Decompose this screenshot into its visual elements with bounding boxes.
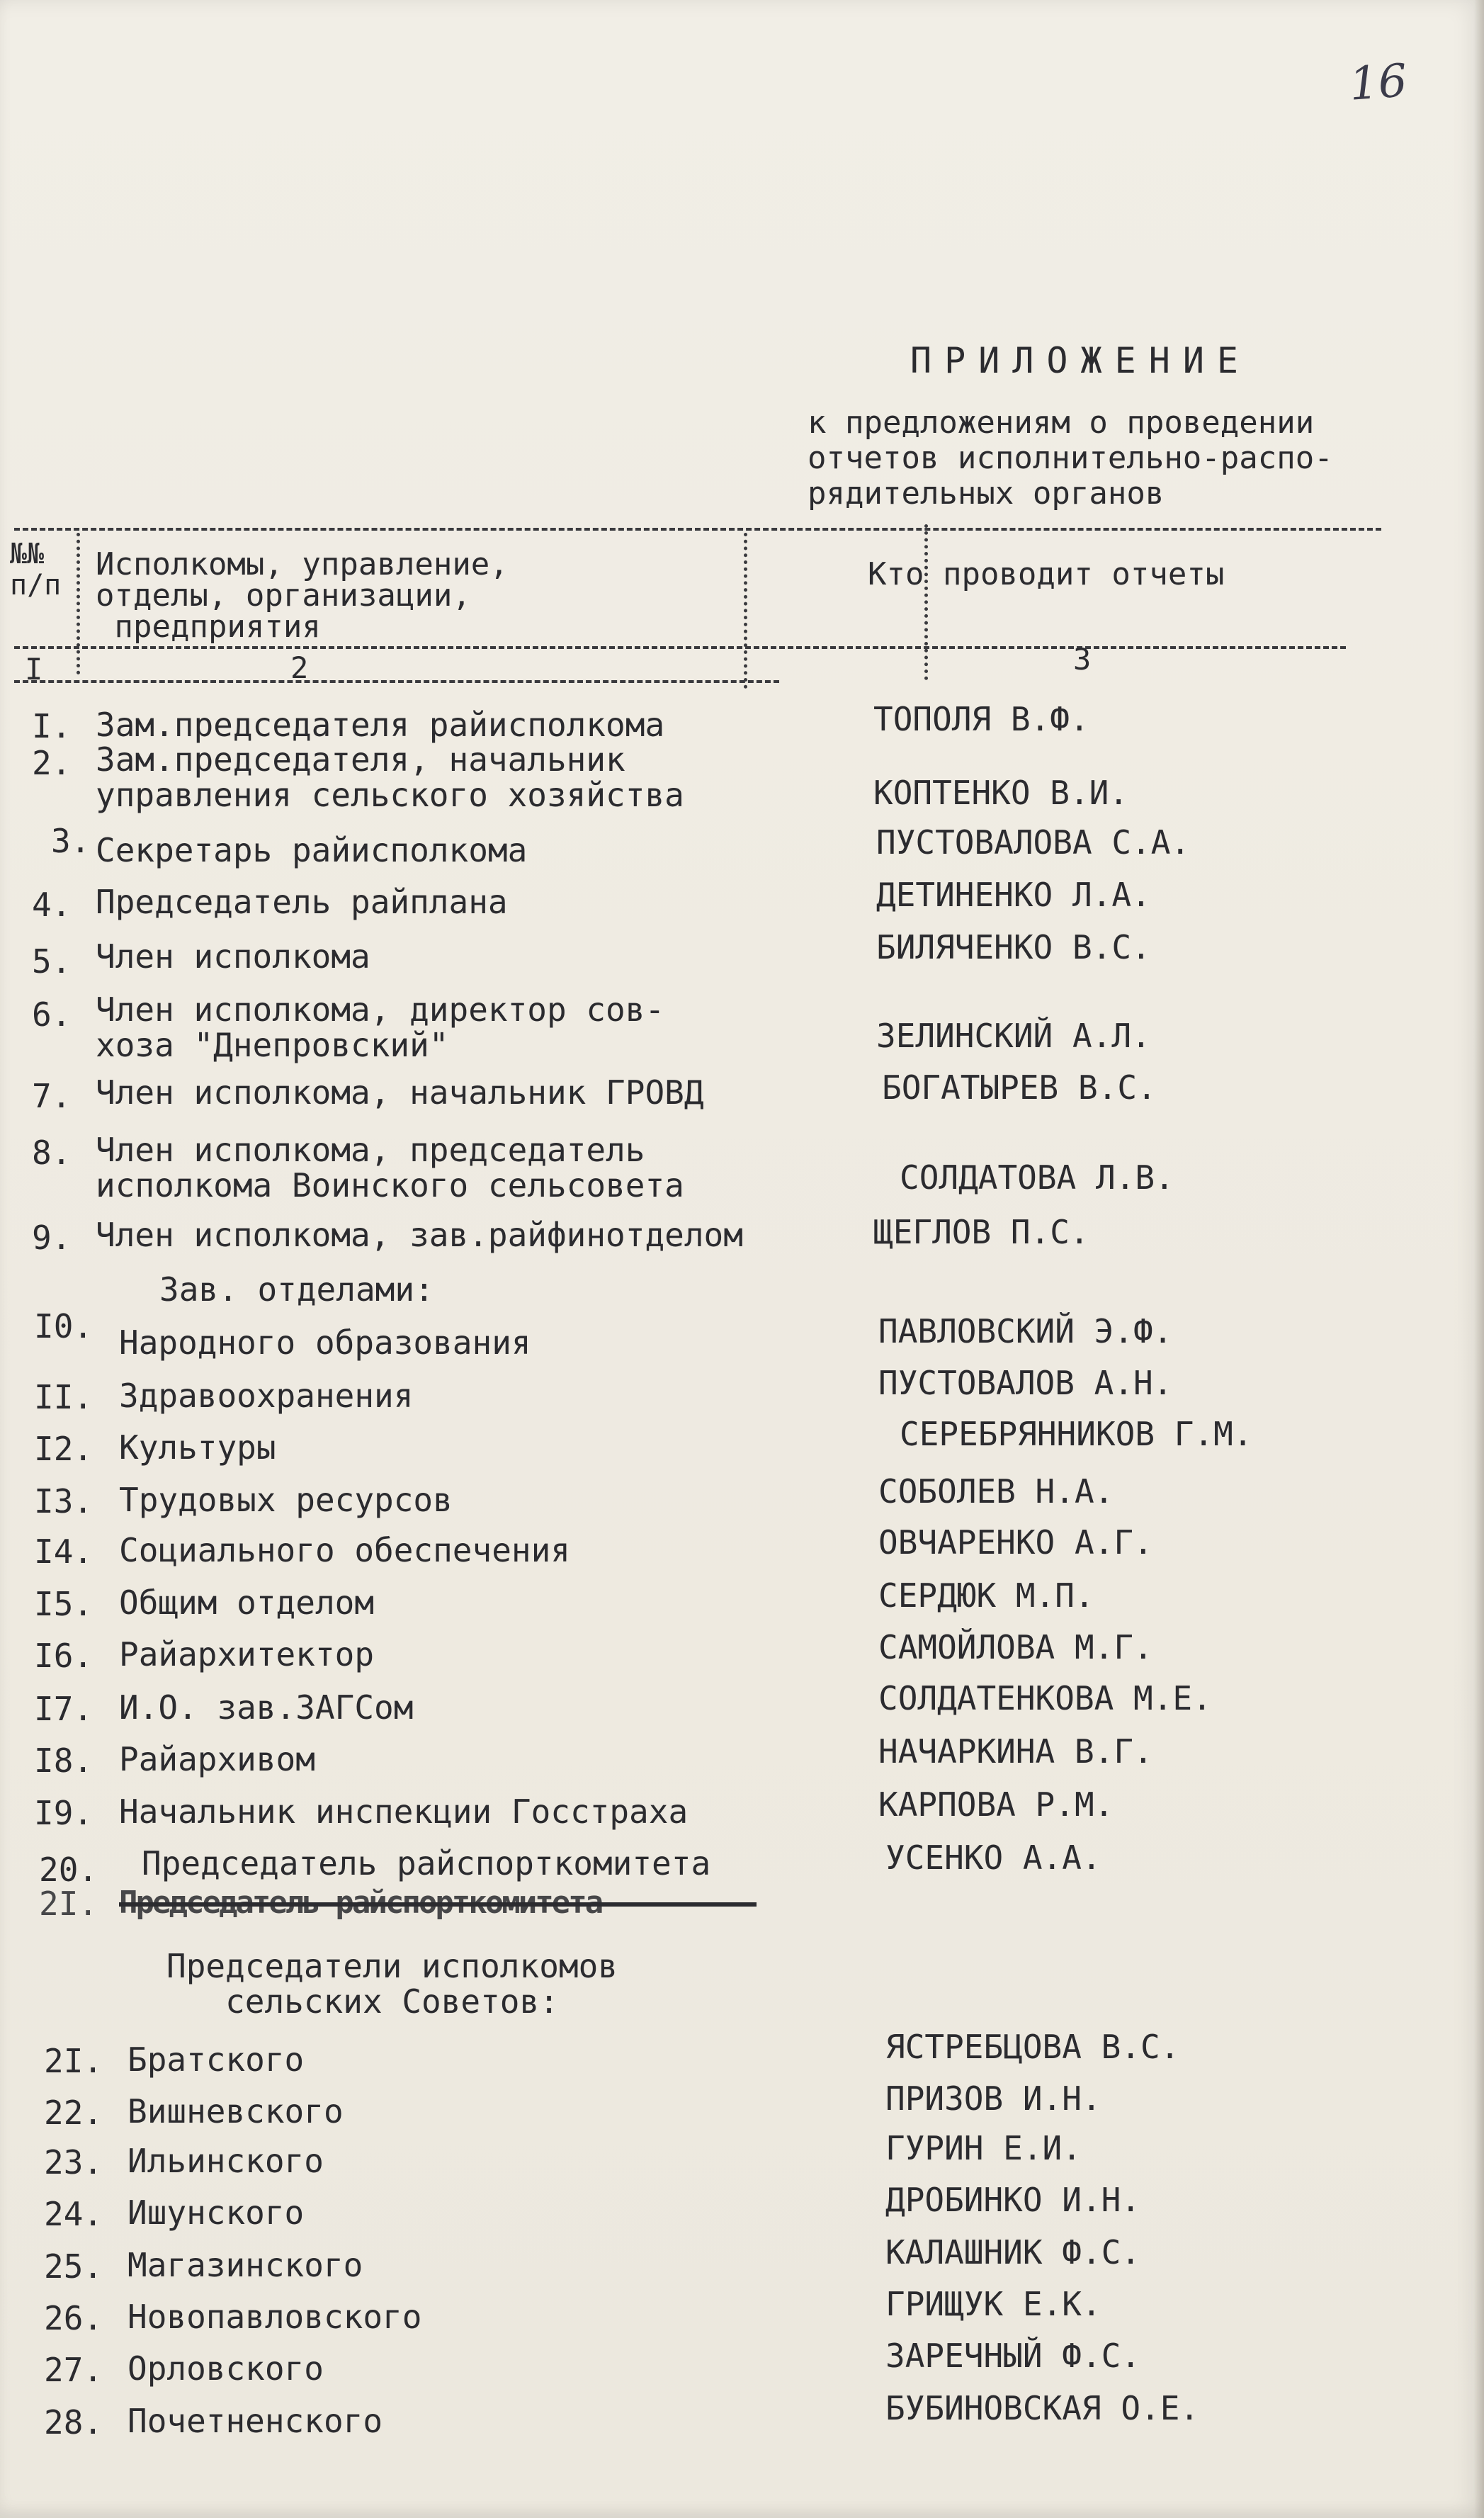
row-reporter: НАЧАРКИНА В.Г. <box>878 1732 1153 1771</box>
subtitle-line: рядительных органов <box>808 475 1165 512</box>
row-reporter: БУБИНОВСКАЯ О.Е. <box>885 2389 1200 2427</box>
row-organization: Член исполкома, начальник ГРОВД <box>96 1073 704 1112</box>
column-divider <box>924 524 928 680</box>
section-heading-departments: Зав. отделами: <box>159 1270 434 1309</box>
row-number: I8. <box>34 1741 94 1780</box>
row-organization: Вишневского <box>128 2092 344 2130</box>
row-reporter: СЕРДЮК М.П. <box>878 1576 1094 1615</box>
page-number: 16 <box>1347 55 1409 111</box>
row-reporter: СОБОЛЕВ Н.А. <box>878 1472 1114 1511</box>
row-number: 3. <box>51 822 91 860</box>
row-reporter: КАЛАШНИК Ф.С. <box>885 2233 1141 2271</box>
strikethrough-mark <box>119 1902 757 1907</box>
row-organization: Член исполкома <box>96 937 370 976</box>
row-number: I7. <box>34 1690 94 1728</box>
row-organization: Зам.председателя, начальник управления сельского хозяйства <box>96 740 684 814</box>
row-reporter: ДЕТИНЕНКО Л.А. <box>876 876 1151 914</box>
row-number: 26. <box>44 2299 103 2337</box>
row-reporter: СЕРЕБРЯННИКОВ Г.М. <box>900 1415 1253 1453</box>
row-reporter: ОВЧАРЕНКО А.Г. <box>878 1523 1153 1562</box>
row-reporter: ЗЕЛИНСКИЙ А.Л. <box>876 1017 1151 1055</box>
header-number-column: №№ п/п <box>10 538 62 602</box>
row-organization: Член исполкома, директор сов- хоза "Днепровский" <box>96 990 665 1064</box>
row-number: 5. <box>32 942 72 981</box>
row-number: 20. <box>39 1851 98 1889</box>
row-organization: Секретарь райисполкома <box>96 831 528 869</box>
column-number: 3 <box>1073 642 1092 677</box>
column-number: 2 <box>290 650 309 685</box>
row-reporter: СОЛДАТЕНКОВА М.Е. <box>878 1679 1212 1717</box>
row-organization: Магазинского <box>128 2246 363 2284</box>
row-organization: Райархитектор <box>119 1635 375 1673</box>
row-number: 6. <box>32 995 72 1034</box>
header-organization-column: Исполкомы, управление, отделы, организации, предприятия <box>96 546 509 645</box>
row-number: I0. <box>34 1307 94 1345</box>
row-organization: Общим отделом <box>119 1583 375 1622</box>
row-organization: Орловского <box>128 2349 324 2388</box>
row-reporter: УСЕНКО А.А. <box>885 1839 1101 1877</box>
header-top-rule <box>14 528 1381 531</box>
row-number: 28. <box>44 2403 103 2441</box>
row-number: I5. <box>34 1585 94 1623</box>
row-reporter: БИЛЯЧЕНКО В.С. <box>876 928 1151 966</box>
row-reporter: САМОЙЛОВА М.Г. <box>878 1628 1153 1666</box>
column-number: I <box>25 652 43 687</box>
header-reporter-column: Кто проводит отчеты <box>868 556 1225 592</box>
row-number: 4. <box>32 886 72 924</box>
row-reporter: ЩЕГЛОВ П.С. <box>873 1213 1089 1251</box>
row-number: I. <box>32 707 72 745</box>
row-organization: Начальник инспекции Госстраха <box>119 1792 689 1831</box>
struck-out-line: Председатель райспорткомитета <box>119 1885 602 1921</box>
row-number: 7. <box>32 1077 72 1115</box>
row-number: 2. <box>32 744 72 782</box>
row-reporter: ПУСТОВАЛОВ А.Н. <box>878 1364 1173 1402</box>
row-organization: Социального обеспечения <box>119 1531 570 1569</box>
row-reporter: СОЛДАТОВА Л.В. <box>900 1158 1174 1197</box>
row-number: 27. <box>44 2351 103 2389</box>
row-number: 24. <box>44 2195 103 2233</box>
row-reporter: БОГАТЫРЕВ В.С. <box>882 1068 1157 1107</box>
row-reporter: КАРПОВА Р.М. <box>878 1785 1114 1824</box>
row-number: 9. <box>32 1219 72 1257</box>
row-reporter: ЗАРЕЧНЫЙ Ф.С. <box>885 2337 1141 2375</box>
row-number: I2. <box>34 1430 94 1468</box>
page-edge-shadow <box>1474 0 1484 2518</box>
row-number: 23. <box>44 2143 103 2181</box>
row-reporter: ЯСТРЕБЦОВА В.С. <box>885 2028 1180 2066</box>
row-organization: Культуры <box>119 1428 276 1467</box>
row-reporter: ПРИЗОВ И.Н. <box>885 2079 1101 2118</box>
row-reporter: ГРИЩУК Е.К. <box>885 2285 1101 2323</box>
struck-row-number: 2I. <box>39 1885 98 1923</box>
row-number: 8. <box>32 1134 72 1172</box>
row-number: I3. <box>34 1482 94 1520</box>
row-reporter: КОПТЕНКО В.И. <box>873 774 1129 812</box>
column-divider <box>744 533 747 689</box>
row-organization: Член исполкома, председатель исполкома Воинского сельсовета <box>96 1131 684 1204</box>
row-reporter: ПУСТОВАЛОВА С.А. <box>876 823 1191 862</box>
row-organization: Председатель райплана <box>96 883 508 921</box>
row-reporter: ПАВЛОВСКИЙ Э.Ф. <box>878 1312 1173 1350</box>
row-organization: Почетненского <box>128 2402 383 2440</box>
row-reporter: ГУРИН Е.И. <box>885 2129 1082 2167</box>
header-bottom-rule <box>14 646 1346 649</box>
appendix-subtitle <box>808 405 1333 512</box>
row-organization: Ишунского <box>128 2194 305 2232</box>
row-organization: Райархивом <box>119 1740 315 1778</box>
section-heading-councils: Председатели исполкомов сельских Советов: <box>166 1947 618 2021</box>
row-organization: Новопавловского <box>128 2298 422 2336</box>
row-reporter: ДРОБИНКО И.Н. <box>885 2181 1141 2219</box>
row-organization: И.О. зав.ЗАГСом <box>119 1688 414 1727</box>
column-number-rule <box>14 680 779 683</box>
row-number: II. <box>34 1378 94 1416</box>
row-organization: Зам.председателя райисполкома <box>96 706 665 744</box>
column-divider <box>77 533 80 674</box>
subtitle-line: отчетов исполнительно-распо- <box>808 440 1333 476</box>
row-reporter: ТОПОЛЯ В.Ф. <box>873 700 1089 738</box>
row-number: I9. <box>34 1794 94 1832</box>
row-number: I6. <box>34 1637 94 1675</box>
row-organization: Ильинского <box>128 2142 324 2180</box>
row-number: 25. <box>44 2247 103 2286</box>
row-organization: Член исполкома, зав.райфинотделом <box>96 1216 743 1254</box>
row-organization: Председатель райспорткомитета <box>142 1844 711 1882</box>
row-organization: Народного образования <box>119 1323 531 1362</box>
row-organization: Трудовых ресурсов <box>119 1481 453 1519</box>
row-organization: Братского <box>128 2040 305 2079</box>
appendix-title: ПРИЛОЖЕНИЕ <box>910 340 1252 381</box>
row-number: 22. <box>44 2094 103 2132</box>
row-number: 2I. <box>44 2042 103 2080</box>
row-number: I4. <box>34 1532 94 1571</box>
subtitle-line: к предложениям о проведении <box>808 405 1315 441</box>
row-organization: Здравоохранения <box>119 1377 414 1415</box>
